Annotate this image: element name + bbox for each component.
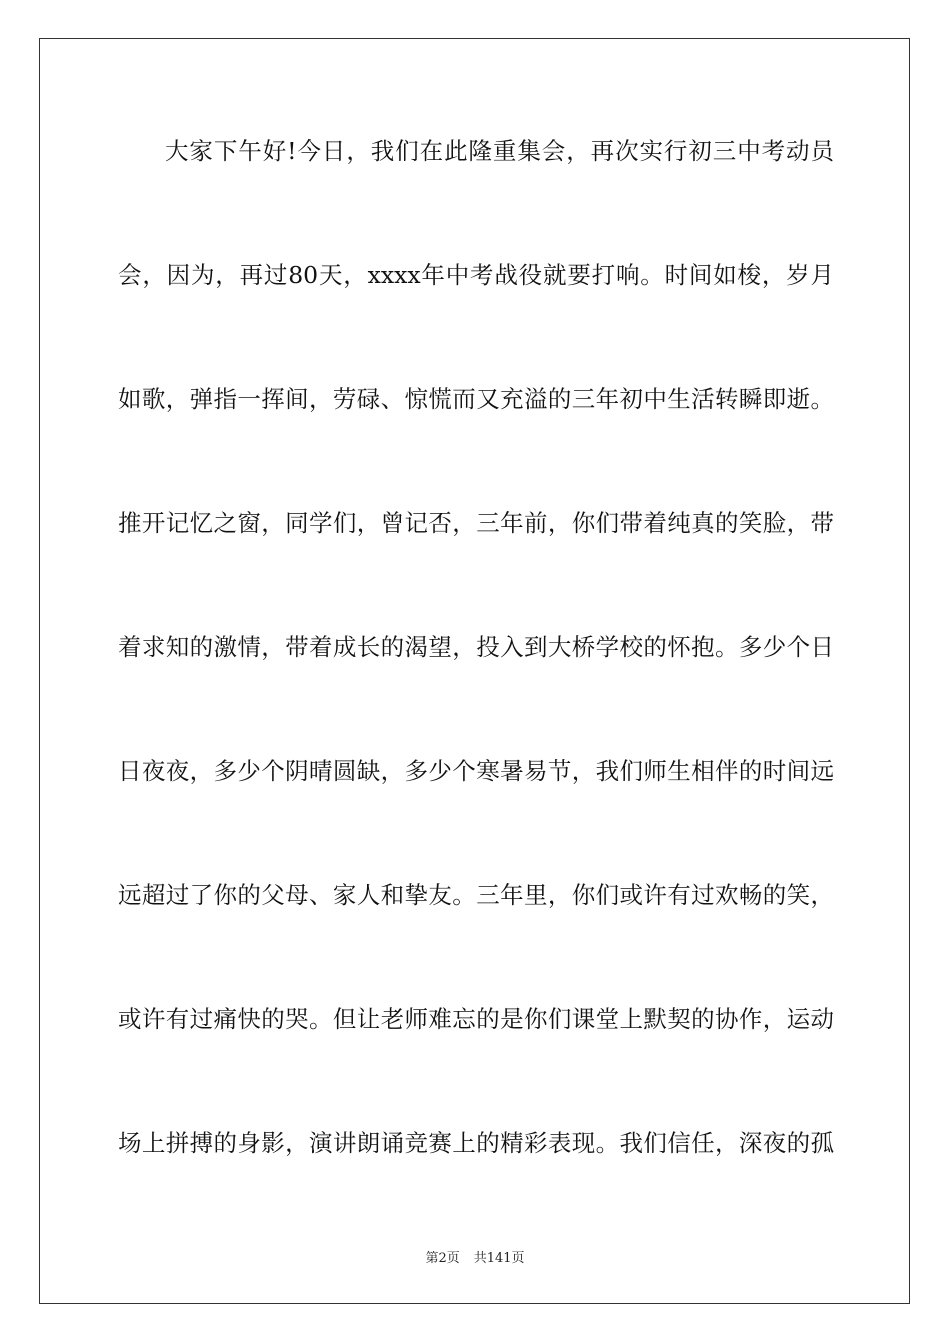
document-body: [118, 120, 834, 1236]
text-line: 场上拼搏的身影，演讲朗诵竞赛上的精彩表现。我们信任，深夜的孤: [118, 1129, 834, 1157]
text-line: 或许有过痛快的哭。但让老师难忘的是你们课堂上默契的协作，运动: [118, 1005, 834, 1033]
text-line: 远超过了你的父母、家人和挚友。三年里，你们或许有过欢畅的笑，: [118, 881, 834, 909]
text-line: 会，因为，再过80天，xxxx年中考战役就要打响。时间如梭，岁月: [118, 261, 834, 289]
text-line: 日夜夜，多少个阴晴圆缺，多少个寒暑易节，我们师生相伴的时间远: [118, 757, 834, 785]
page-footer: [0, 1247, 950, 1266]
text-line: 推开记忆之窗，同学们，曾记否，三年前，你们带着纯真的笑脸，带: [118, 509, 834, 537]
text-line: 大家下午好!今日，我们在此隆重集会，再次实行初三中考动员: [165, 137, 834, 165]
text-line: 着求知的激情，带着成长的渴望，投入到大桥学校的怀抱。多少个日: [118, 633, 834, 661]
page-total: 共141页: [473, 1251, 525, 1266]
page-number: 第2页: [425, 1251, 460, 1266]
text-line: 如歌，弹指一挥间，劳碌、惊慌而又充溢的三年初中生活转瞬即逝。: [118, 385, 834, 413]
